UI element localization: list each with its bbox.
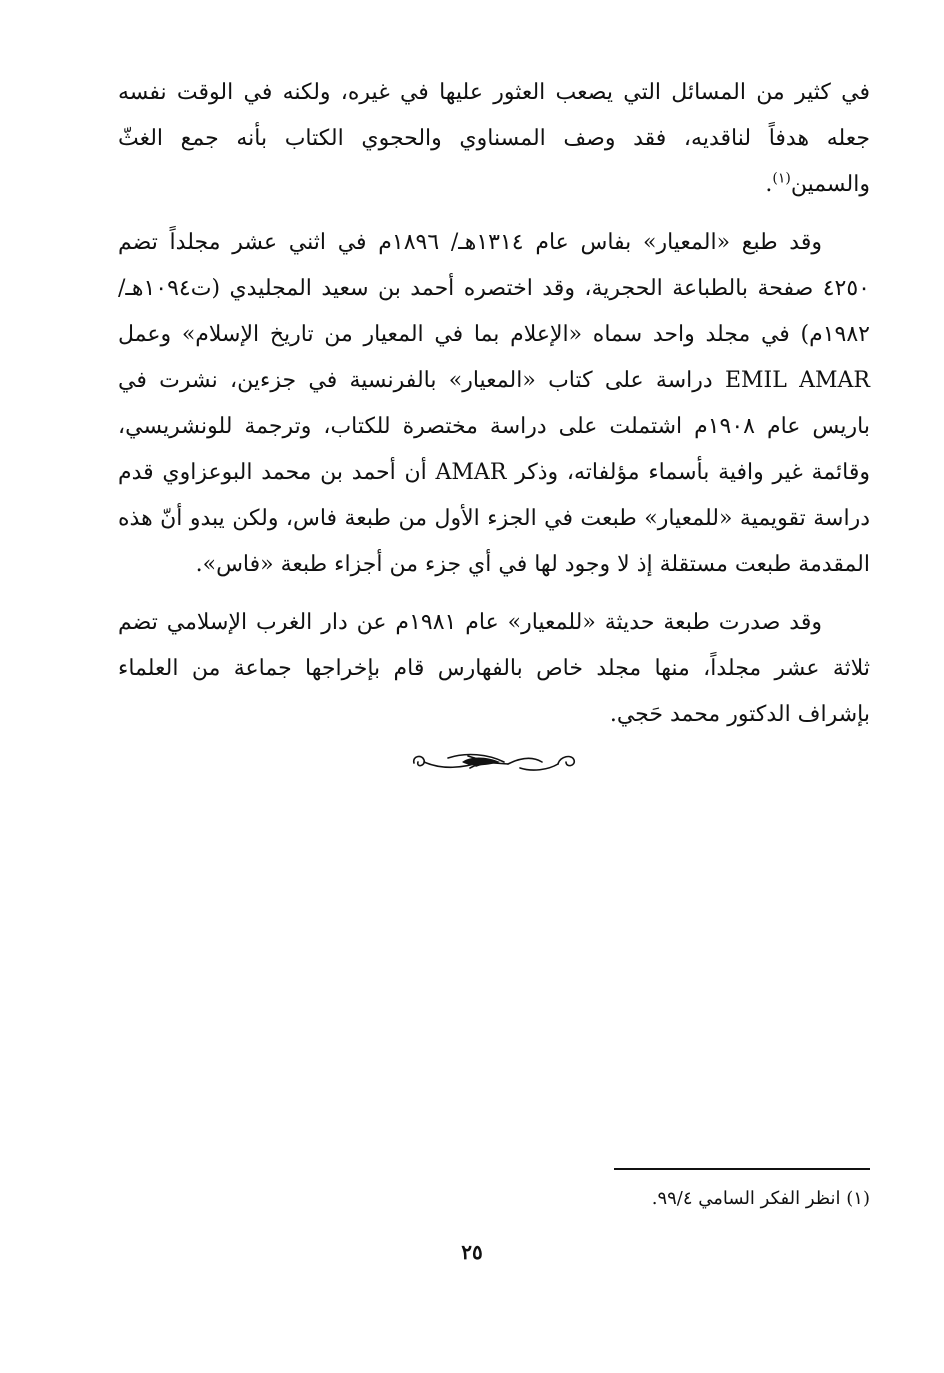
paragraph-2: وقد طبع «المعيار» بفاس عام ١٣١٤هـ/ ١٨٩٦م في اثني عشر مجلداً تضم ٤٢٥٠ صفحة بالطباعة الحجرية، وقد اختصره أحمد بن سعيد المجليدي (ت١٠٩٤هـ/ ١٩٨٢م) في مجلد واحد سماه «الإعلام بما في المعيار من تاريخ الإسلام» وعمل EMIL AMAR دراسة على كتاب «المعيار» بالفرنسية في جزءين، نشرت في باريس عام ١٩٠٨م اشتملت على دراسة مختصرة للكتاب، وترجمة للونشريسي، وقائمة غير وافية بأسماء مؤلفاته، وذكر AMAR أن أحمد بن محمد البوعزاوي قدم دراسة تقويمية «للمعيار» طبعت في الجزء الأول من طبعة فاس، ولكن يبدو أنّ هذه المقدمة طبعت مستقلة إذ لا وجود لها في أي جزء من أجزاء طبعة «فاس». [118, 230, 871, 577]
main-text [118, 70, 870, 738]
footnote-separator [614, 1168, 870, 1170]
footnote-reference-mark[interactable]: (١) [772, 170, 791, 187]
decorative-flourish-icon [408, 748, 580, 778]
page-number: ٢٥ [461, 1240, 483, 1264]
paragraph-3: وقد صدرت طبعة حديثة «للمعيار» عام ١٩٨١م عن دار الغرب الإسلامي تضم ثلاثة عشر مجلداً، منها مجلد خاص بالفهارس قام بإخراجها جماعة من العلماء بإشراف الدكتور محمد حَجي. [118, 610, 870, 727]
footnote-1: (١) انظر الفكر السامي ٩٩/٤. [651, 1188, 870, 1209]
paragraph-1-text: في كثير من المسائل التي يصعب العثور عليها في غيره، ولكنه في الوقت نفسه جعله هدفاً لناقديه، فقد وصف المسناوي والحجوي الكتاب بأنه جمع الغثّ والسمين [118, 80, 870, 197]
paragraph-1 [118, 70, 870, 208]
paragraph-1-end: . [765, 172, 773, 197]
